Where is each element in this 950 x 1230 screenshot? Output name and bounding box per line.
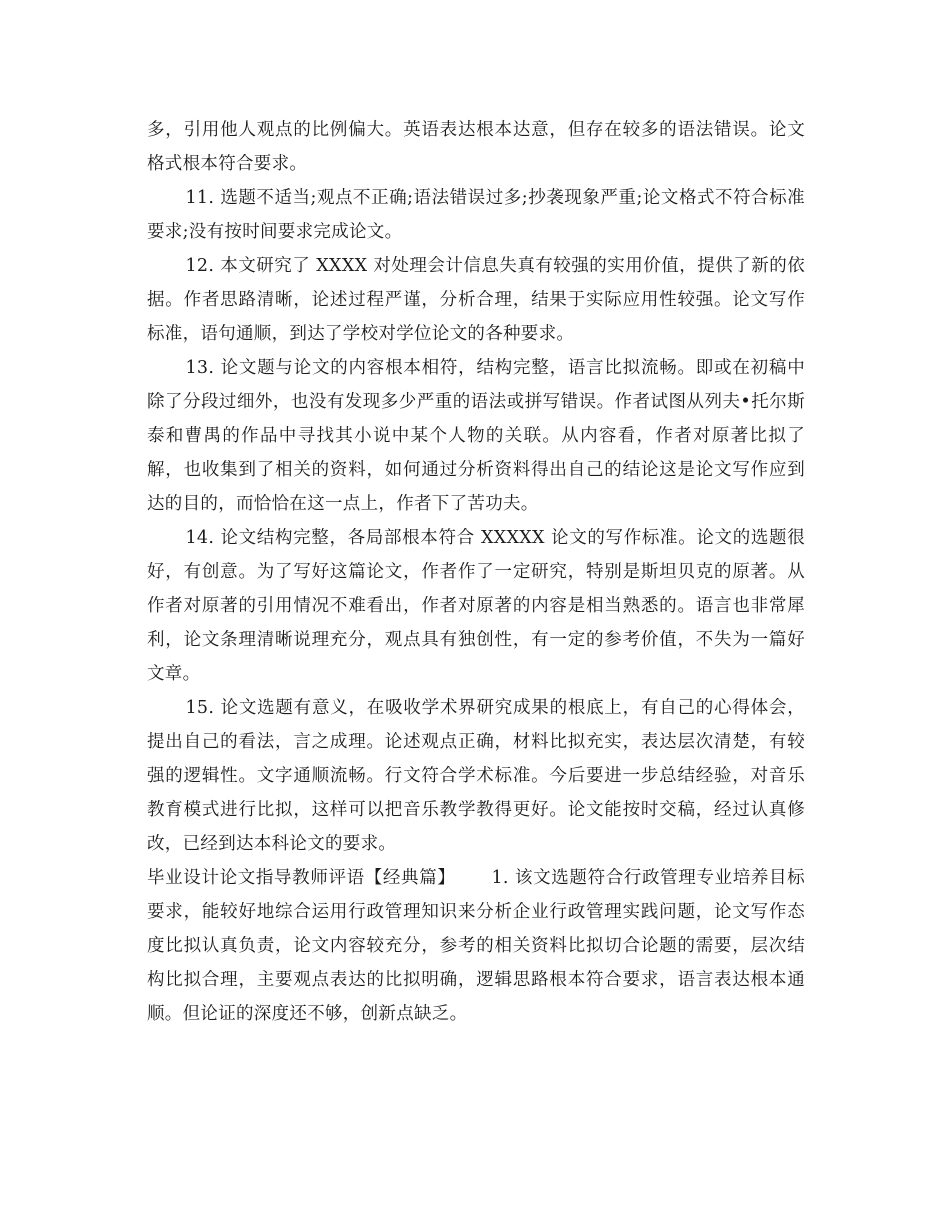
- paragraph-item-14: 14. 论文结构完整，各局部根本符合 XXXXX 论文的写作标准。论文的选题很好，有创意。为了写好这篇论文，作者作了一定研究，特别是斯坦贝克的原著。从作者对原著的引用情况不难看出，作者对原著的内容是相当熟悉的。语言也非常犀利，论文条理清晰说理充分，观点具有独创性，有一定的参考价值，不失为一篇好文章。: [147, 528, 805, 684]
- document-body: [147, 113, 805, 1031]
- section-item-1: 1. 该文选题符合行政管理专业培养目标要求，能较好地综合运用行政管理知识来分析企业行政管理实践问题，论文写作态度比拟认真负责，论文内容较充分，参考的相关资料比拟切合论题的需要，层次结构比拟合理，主要观点表达的比拟明确，逻辑思路根本符合要求，语言表达根本通顺。但论证的深度还不够，创新点缺乏。: [147, 868, 805, 1024]
- paragraph-item-15: 15. 论文选题有意义，在吸收学术界研究成果的根底上，有自己的心得体会，提出自己的看法，言之成理。论述观点正确，材料比拟充实，表达层次清楚，有较强的逻辑性。文字通顺流畅。行文符合学术标准。今后要进一步总结经验，对音乐教育模式进行比拟，这样可以把音乐教学教得更好。论文能按时交稿，经过认真修改，已经到达本科论文的要求。: [147, 698, 805, 854]
- paragraph-item-12: 12. 本文研究了 XXXX 对处理会计信息失真有较强的实用价值，提供了新的依据。作者思路清晰，论述过程严谨，分析合理，结果于实际应用性较强。论文写作标准，语句通顺，到达了学校对学位论文的各种要求。: [147, 256, 805, 344]
- section-title: 毕业设计论文指导教师评语【经典篇】: [147, 868, 456, 888]
- paragraph-item-13: 13. 论文题与论文的内容根本相符，结构完整，语言比拟流畅。即或在初稿中除了分段过细外，也没有发现多少严重的语法或拼写错误。作者试图从列夫•托尔斯泰和曹禺的作品中寻找其小说中某个人物的关联。从内容看，作者对原著比拟了解，也收集到了相关的资料，如何通过分析资料得出自己的结论这是论文写作应到达的目的，而恰恰在这一点上，作者下了苦功夫。: [147, 358, 805, 514]
- paragraph-item-11: 11. 选题不适当;观点不正确;语法错误过多;抄袭现象严重;论文格式不符合标准要求;没有按时间要求完成论文。: [147, 188, 805, 242]
- paragraph-continued: 多，引用他人观点的比例偏大。英语表达根本达意，但存在较多的语法错误。论文格式根本符合要求。: [147, 120, 805, 174]
- section-paragraph: [147, 861, 805, 1031]
